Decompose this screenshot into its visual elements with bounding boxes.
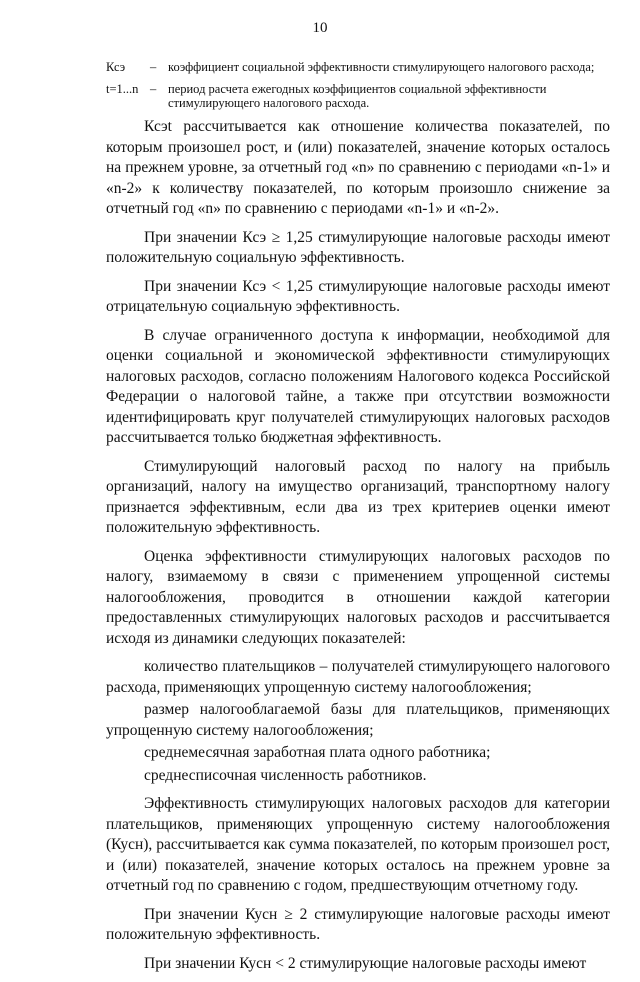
paragraph: При значении Кусн ≥ 2 стимулирующие налоговые расходы имеют положительную эффективность. bbox=[106, 905, 610, 943]
paragraph: В случае ограниченного доступа к информации, необходимой для оценки социальной и экономической эффективности стимулирующих налоговых расходов, согласно положениям Налогового кодекса Российской Федерации о налоговой тайне, а также при отсутствии возможности идентифицировать круг получателей стимулирующих налоговых расходов рассчитывается только бюджетная эффективность. bbox=[106, 326, 610, 446]
definition-item bbox=[106, 60, 606, 74]
definitions-list bbox=[106, 60, 606, 118]
paragraph: Оценка эффективности стимулирующих налоговых расходов по налогу, взимаемому в связи с применением упрощенной системы налогообложения, проводится в отношении каждой категории предоставленных стимулирующих налоговых расходов и рассчитывается исходя из динамики следующих показателей: bbox=[106, 547, 610, 647]
paragraph: При значении Ксэ < 1,25 стимулирующие налоговые расходы имеют отрицательную социальную эффективность. bbox=[106, 277, 610, 315]
paragraph: Стимулирующий налоговый расход по налогу на прибыль организаций, налогу на имущество организаций, транспортному налогу признается эффективным, если два из трех критериев оценки имеют положительную эффективность. bbox=[106, 457, 610, 536]
list-item: среднемесячная заработная плата одного работника; bbox=[144, 744, 491, 761]
list-item: среднесписочная численность работников. bbox=[144, 766, 427, 784]
list-item: размер налогооблагаемой базы для плательщиков, применяющих упрощенную систему налогообложения; bbox=[106, 701, 610, 739]
definition-term: Ксэ bbox=[106, 60, 126, 74]
definition-item bbox=[106, 82, 606, 110]
definition-dash: – bbox=[150, 82, 157, 96]
document-body bbox=[106, 117, 610, 982]
definition-dash: – bbox=[150, 60, 157, 74]
definition-term: t=1...n bbox=[106, 82, 139, 96]
paragraph: Эффективность стимулирующих налоговых расходов для категории плательщиков, применяющих упрощенную систему налогообложения (Кусн), рассчитывается как сумма показателей, по которым произошел рост, и (или) показателей, значение которых осталось на прежнем уровне за отчетный год по сравнению с годом, предшествующим отчетному году. bbox=[106, 795, 610, 894]
list-item: количество плательщиков – получателей стимулирующего налогового расхода, применяющих упрощенную систему налогообложения; bbox=[106, 658, 610, 696]
paragraph: При значении Кусн < 2 стимулирующие налоговые расходы имеют bbox=[144, 954, 587, 972]
page-number: 10 bbox=[312, 20, 328, 36]
definition-text: период расчета ежегодных коэффициентов социальной эффективности стимулирующего налогового расхода. bbox=[168, 82, 547, 110]
definition-text: коэффициент социальной эффективности стимулирующего налогового расхода; bbox=[168, 60, 595, 74]
paragraph: При значении Ксэ ≥ 1,25 стимулирующие налоговые расходы имеют положительную социальную эффективность. bbox=[106, 228, 610, 266]
paragraph: Ксэt рассчитывается как отношение количества показателей, по которым произошел рост, и (или) показателей, значение которых осталось на прежнем уровне, за отчетный год «n» по сравнению с периодами «n-1» и «n-2» к количеству показателей, по которым произошло снижение за отчетный год «n» по сравнению с периодами «n-1» и «n-2». bbox=[106, 118, 610, 217]
